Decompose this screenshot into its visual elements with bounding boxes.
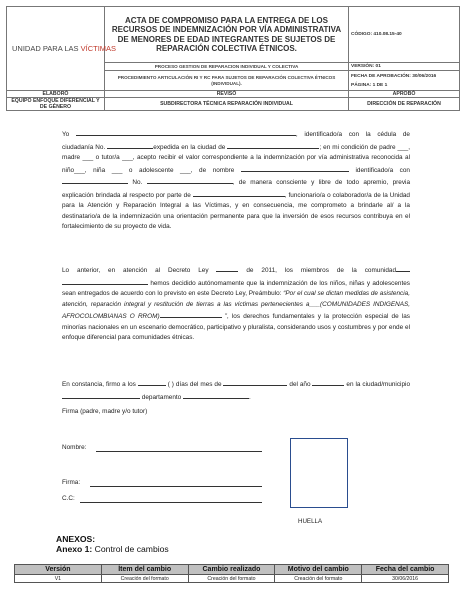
minor-name-blank[interactable] xyxy=(241,164,349,172)
preamble-blank[interactable] xyxy=(160,310,222,318)
p1-text-d: ; en mi condición de padre ___, madre ___ o tutor/a ___, acepto recibir el valor correspondiente a la indemnización por vía administrativa reconocida al niño___, niña ___ o adolescente ___, de nombre xyxy=(62,143,410,174)
decree-number-blank[interactable] xyxy=(216,264,238,272)
cc-line[interactable] xyxy=(80,502,262,503)
cell-version: V1 xyxy=(15,575,102,583)
document-code: CÓDIGO: 410.08.15-40 xyxy=(349,7,460,63)
signature-label: Firma: xyxy=(62,479,81,486)
official-name-blank[interactable] xyxy=(193,189,285,197)
approval-date: FECHA DE APROBACIÓN: 30/06/2016 xyxy=(351,73,437,79)
month-blank[interactable] xyxy=(223,378,287,386)
p1-text-g: , de manera consciente y libre de todo apremio, previa explicación brindada al respecto por parte de xyxy=(62,179,411,199)
municipality-blank[interactable] xyxy=(62,391,140,399)
header-change-date: Fecha del cambio xyxy=(362,565,449,575)
role-reviso: REVISÓ xyxy=(105,91,349,98)
department-blank[interactable] xyxy=(183,391,249,399)
p2-text-b: de 2011, los miembros de la comunidad xyxy=(238,267,396,274)
role-aprobo-value: DIRECCIÓN DE REPARACIÓN xyxy=(349,98,460,111)
process-name: PROCESO GESTION DE REPARACION INDIVIDUAL Y COLECTIVA xyxy=(105,63,349,71)
signature-line[interactable] xyxy=(90,486,262,487)
p3-text-e: departamento xyxy=(140,393,183,401)
name-label: Nombre: xyxy=(62,444,87,451)
document-title: ACTA DE COMPROMISO PARA LA ENTREGA DE LOS RECURSOS DE INDEMNIZACIÓN POR VÍA ADMINISTRATIVA DE MENORES DE EDAD INTEGRANTES DE SUJETOS DE REPARACIÓN COLECTIVA ÉTNICOS. xyxy=(105,7,349,63)
document-header xyxy=(6,6,460,111)
header-change-item: Ítem del cambio xyxy=(101,565,188,575)
day-blank[interactable] xyxy=(138,378,166,386)
cell-change-item: Creación del formato xyxy=(101,575,188,583)
logo xyxy=(9,40,117,58)
logo-text xyxy=(12,44,116,53)
p2-preamble: “Por el cual se dictan medidas de asistencia, atención, reparación integral y restitución de tierras a las víctimas pertenecientes a___(COMUNIDADES INDIGENAS, AFROCOLOMBIANAS O RROM) xyxy=(62,290,410,320)
p3-text-a: En constancia, firmo a los xyxy=(62,381,138,388)
header-change-reason: Motivo del cambio xyxy=(275,565,362,575)
fingerprint-label: HUELLA xyxy=(298,518,323,525)
role-elaboro: ELABORÓ xyxy=(7,91,105,98)
paragraph-decree xyxy=(62,264,410,344)
page-number: PÁGINA: 1 DE 1 xyxy=(351,82,388,88)
paragraph-signature-date xyxy=(62,378,410,403)
cell-change-made: Creación del formato xyxy=(188,575,275,583)
annex-1-text: Control de cambios xyxy=(92,544,169,554)
p3-text-d: en la ciudad/municipio xyxy=(344,381,410,388)
cell-change-reason: Creación del formato xyxy=(275,575,362,583)
p1-text-a: Yo xyxy=(62,131,76,138)
p1-text-e: identificado/a con xyxy=(348,166,410,174)
p2-text-a: Lo anterior, en atención al Decreto Ley xyxy=(62,267,217,274)
cell-change-date: 30/06/2016 xyxy=(362,575,449,583)
name-signature-line[interactable] xyxy=(96,451,262,452)
header-change-made: Cambio realizado xyxy=(188,565,275,575)
paragraph-commitment xyxy=(62,128,410,233)
annex-1-heading xyxy=(56,544,169,554)
procedure-name: PROCEDIMIENTO ARTICULACIÓN RI Y RC PARA SUJETOS DE REPARACIÓN COLECTIVA ÉTNICOS (INDIVIDUAL). xyxy=(105,71,349,91)
role-reviso-value: SUBDIRECTORA TÉCNICA REPARACIÓN INDIVIDUAL xyxy=(105,98,349,111)
change-table-header-row xyxy=(15,565,449,575)
year-blank[interactable] xyxy=(312,378,344,386)
table-row xyxy=(15,575,449,583)
document-type-blank[interactable] xyxy=(62,176,128,184)
p3-text-f: . xyxy=(249,393,251,401)
document-number-blank[interactable] xyxy=(147,176,233,184)
name-blank[interactable] xyxy=(76,128,296,136)
community-blank-1[interactable] xyxy=(396,264,410,272)
p1-text-f: No. xyxy=(128,179,147,186)
approval-and-page xyxy=(349,71,460,91)
fingerprint-box[interactable] xyxy=(290,438,348,508)
change-control-table xyxy=(14,564,449,583)
p1-text-h: , funcionario/a o colaborador/a de la Unidad para la Atención y Reparación Integral a las Víctimas, y en consecuencia, me comprometo a brindarle al/ a la destinatario/a de la indemnización una orientación permanente para que la inversión de esos recursos contribuya en el fortalecimiento de su proyecto de vida. xyxy=(62,191,410,230)
cc-label: C.C: xyxy=(62,495,75,502)
annexes-title: ANEXOS: xyxy=(56,534,96,544)
annex-1-label: Anexo 1: xyxy=(56,544,93,554)
p1-text-c: expedida en la ciudad de xyxy=(153,143,228,151)
signature-guardian-label: Firma (padre, madre y/o tutor) xyxy=(62,408,148,415)
document-version: VERSIÓN: 01 xyxy=(349,63,460,71)
logo-cell xyxy=(7,7,117,91)
logo-text-part1: UNIDAD PARA LAS xyxy=(12,44,81,53)
p1-text-b: , identificado/a con la cédula de ciudadanía No. xyxy=(62,131,410,151)
p3-text-b: ( ) días del mes de xyxy=(165,381,224,388)
community-blank-2[interactable] xyxy=(62,277,148,285)
p2-text-f: , los derechos fundamentales y la protección especial de las minorías nacionales en un escenario democrático, participativo y pluralista, considerando usos y costumbres y por ende el enfoque diferencial para comunidades étnicas. xyxy=(62,313,410,341)
p2-quote-close: ” xyxy=(221,313,227,320)
role-aprobo: APROBÓ xyxy=(349,91,460,98)
header-version: Versión xyxy=(15,565,102,575)
logo-text-part2: VÍCTIMAS xyxy=(80,44,117,53)
city-blank[interactable] xyxy=(227,141,319,149)
id-number-blank[interactable] xyxy=(107,141,153,149)
p3-text-c: del año xyxy=(287,381,313,388)
p2-text-c: hemos decidido autónomamente que la indemnización de los niños, niñas y adolescentes sean entregados de acuerdo con lo previsto en este Decreto Ley, Preámbulo: xyxy=(62,279,410,297)
role-elaboro-value: EQUIPO ENFOQUE DIFERENCIAL Y DE GÉNERO xyxy=(7,98,105,111)
